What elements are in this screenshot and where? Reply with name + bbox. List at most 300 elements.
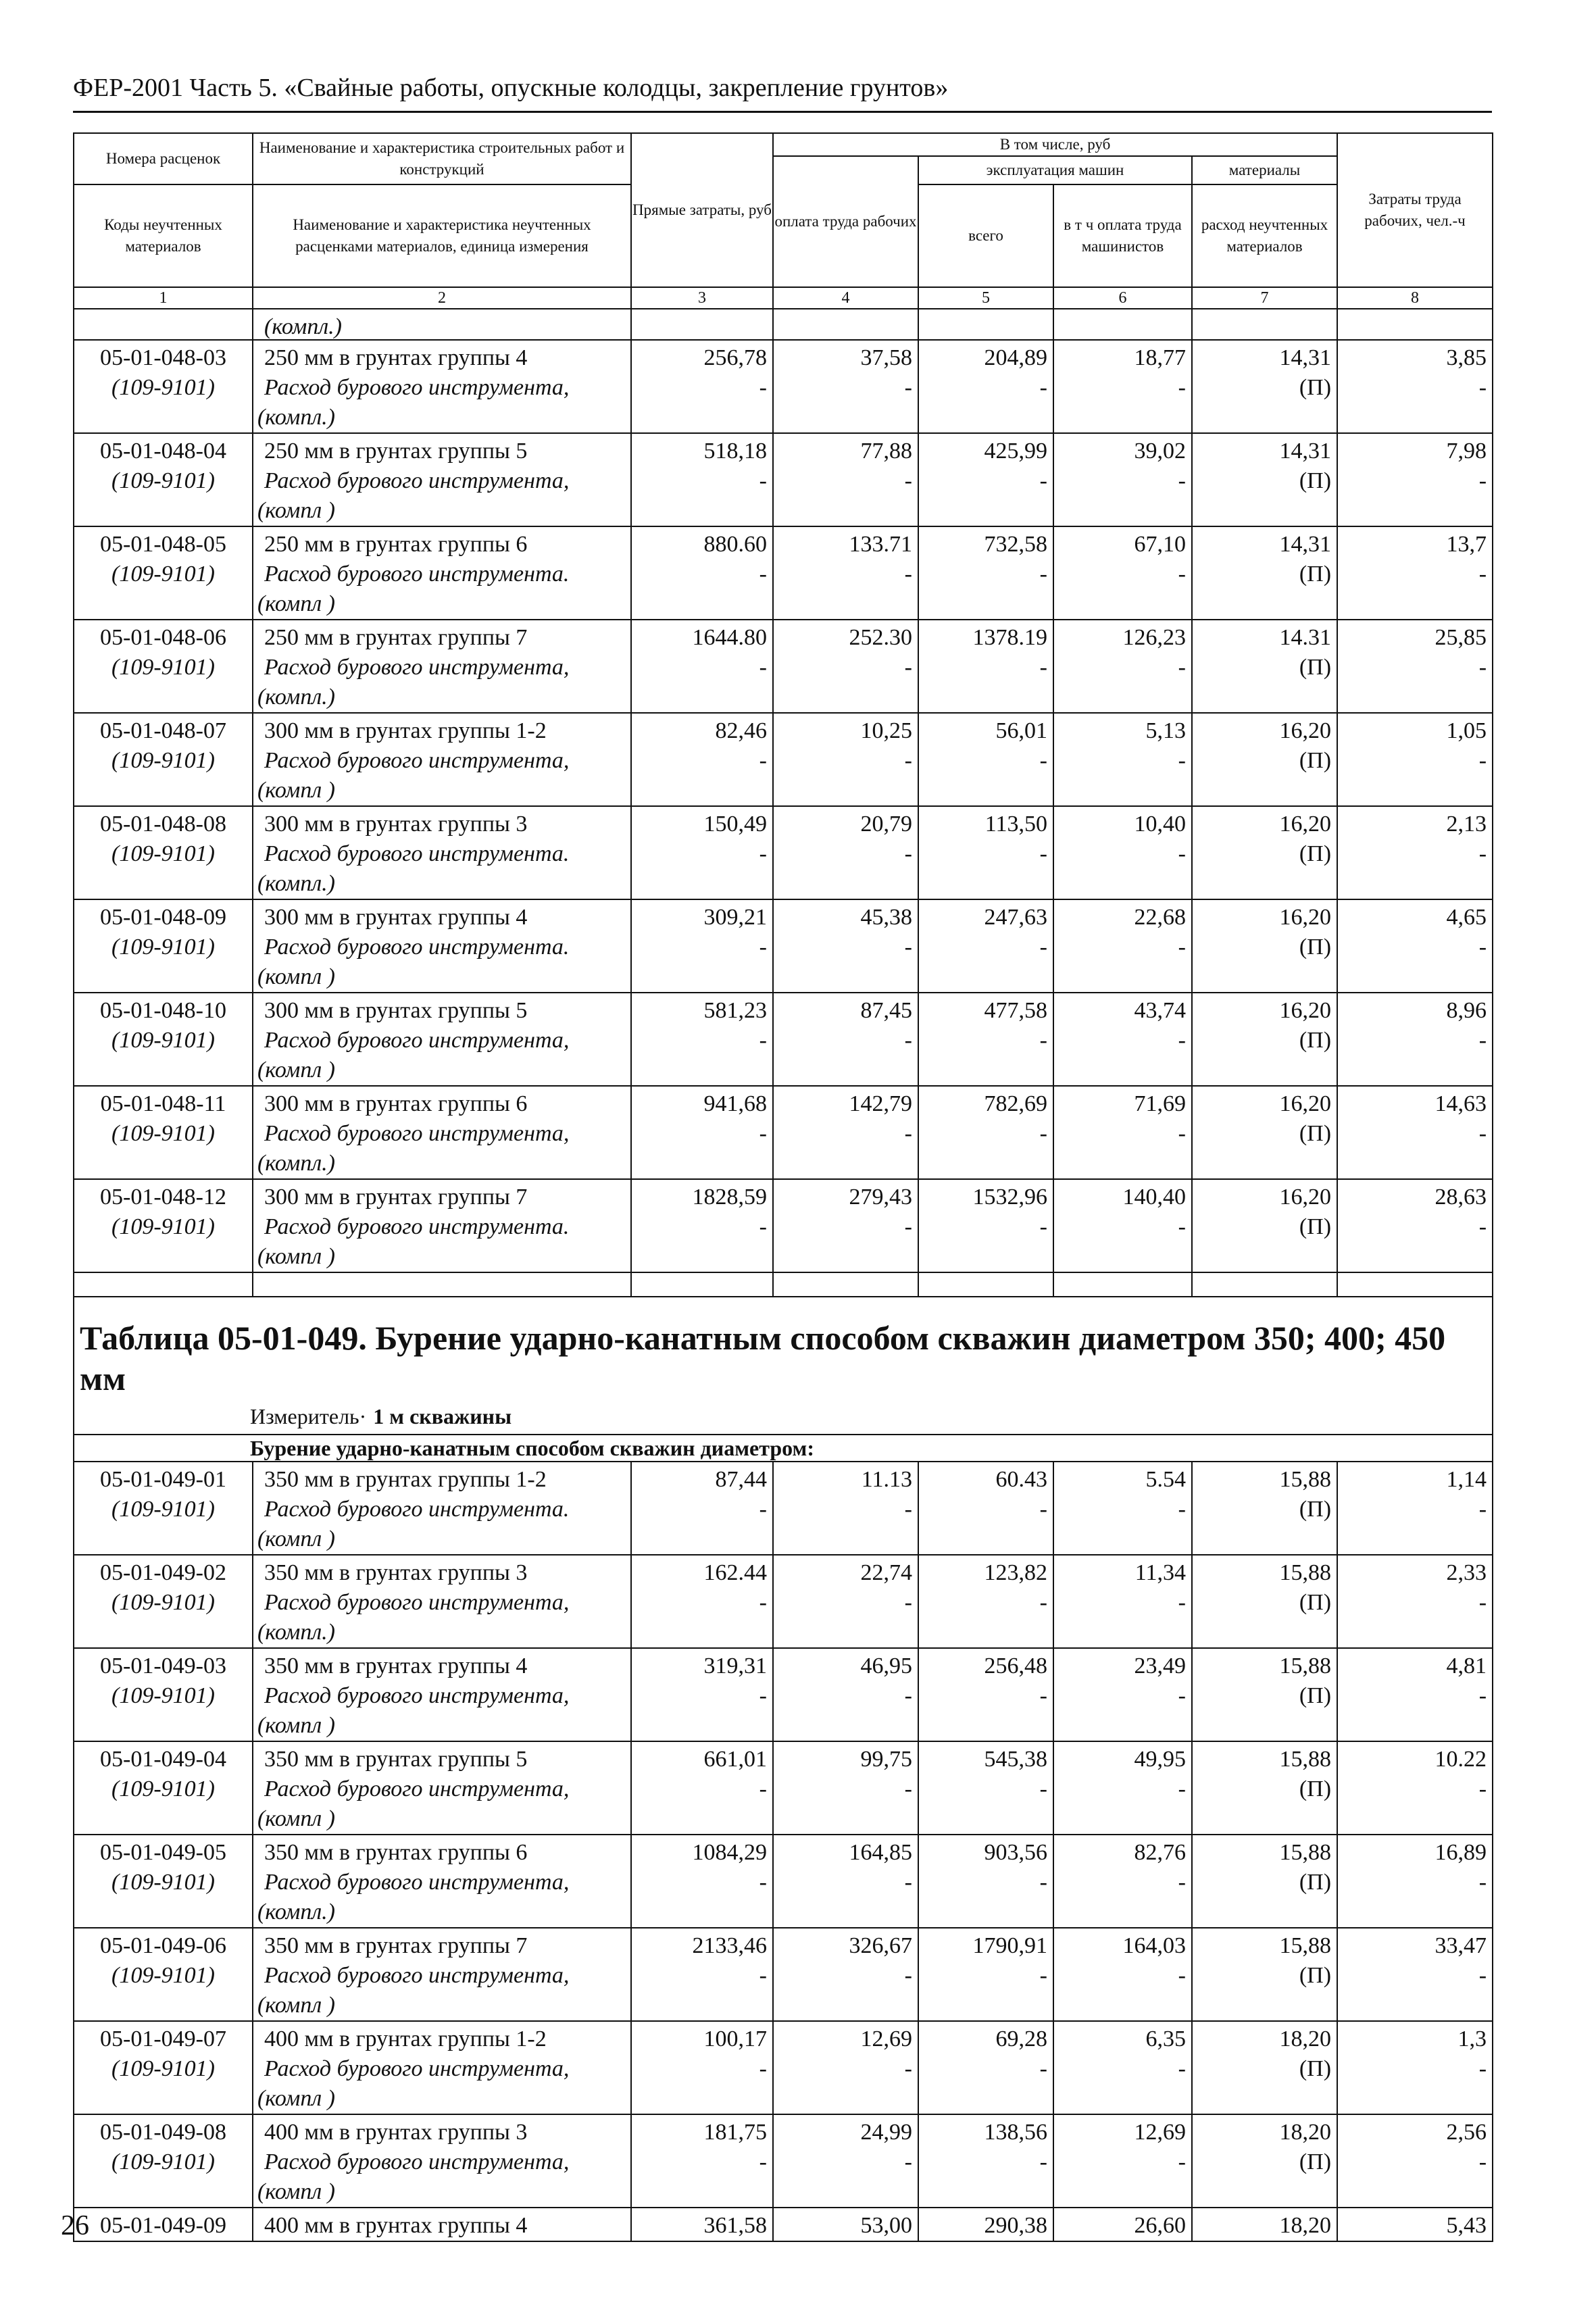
col-num: 5 (918, 287, 1053, 309)
dash-mark: - (904, 375, 912, 400)
dash-mark: - (1178, 2149, 1186, 2174)
material-name: Расход бурового инструмента, (264, 1028, 570, 1053)
value-direct: 82,46 (715, 718, 767, 743)
value-material: 15,88 (1279, 1840, 1332, 1865)
dash-mark: - (759, 841, 767, 866)
material-unit: (компл.) (257, 405, 335, 430)
rate-code: 05-01-049-06 (100, 1933, 226, 1958)
value-mach: 545,38 (984, 1747, 1047, 1772)
value-wage: 142,79 (849, 1091, 912, 1116)
value-material: 14,31 (1279, 345, 1332, 370)
value-mach-wage: 164,03 (1122, 1933, 1186, 1958)
value-mach-wage: 5,13 (1145, 718, 1186, 743)
value-labor: 2,13 (1446, 812, 1487, 837)
dash-mark: - (904, 2149, 912, 2174)
dash-mark: - (1478, 1683, 1487, 1708)
material-name: Расход бурового инструмента. (264, 1497, 570, 1522)
value-mach: 113,50 (984, 812, 1047, 837)
work-name: 350 мм в грунтах группы 1-2 (264, 1467, 547, 1492)
column-numbers-row (74, 287, 1493, 309)
work-name: 400 мм в грунтах группы 1-2 (264, 2026, 547, 2051)
dash-mark: - (904, 1497, 912, 1522)
material-unit: (компл.) (257, 871, 335, 896)
dash-mark: - (759, 375, 767, 400)
rate-code: 05-01-048-09 (100, 905, 226, 930)
rate-code: 05-01-048-06 (100, 625, 226, 650)
unit-label: Измеритель· (250, 1404, 367, 1428)
value-labor: 7,98 (1446, 439, 1487, 464)
subheading-row (74, 1435, 1493, 1462)
material-unit-code: (П) (1299, 655, 1332, 680)
value-wage: 12,69 (860, 2026, 912, 2051)
dash-mark: - (1478, 1214, 1487, 1239)
material-unit: (компл ) (257, 964, 335, 989)
value-material: 16,20 (1279, 1185, 1332, 1210)
dash-mark: - (1178, 1683, 1186, 1708)
material-unit: (компл ) (257, 591, 335, 616)
value-wage: 10,25 (860, 718, 912, 743)
rate-code: 05-01-048-04 (100, 439, 226, 464)
dash-mark: - (759, 1590, 767, 1615)
value-mach-wage: 5.54 (1145, 1467, 1186, 1492)
dash-mark: - (1178, 562, 1186, 587)
value-material: 15,88 (1279, 1933, 1332, 1958)
dash-mark: - (1478, 748, 1487, 773)
col-material-use: расход неучтенных материалов (1192, 184, 1337, 287)
carry-over-row (74, 309, 1493, 340)
dash-mark: - (904, 1870, 912, 1895)
dash-mark: - (759, 2056, 767, 2081)
col-material-name: Наименование и характеристика неучтенных расценками материалов, единица измерения (253, 184, 631, 287)
value-mach: 1790,91 (972, 1933, 1047, 1958)
material-unit: (компл ) (257, 1993, 335, 2018)
table-row (74, 1179, 1493, 1272)
value-mach: 290,38 (984, 2213, 1047, 2238)
material-code: (109-9101) (111, 1028, 215, 1053)
value-mach-wage: 10,40 (1134, 812, 1186, 837)
value-mach: 247,63 (984, 905, 1047, 930)
value-material: 15,88 (1279, 1560, 1332, 1585)
material-unit-code: (П) (1299, 2056, 1332, 2081)
value-material: 15,88 (1279, 1467, 1332, 1492)
material-name: Расход бурового инструмента, (264, 2056, 570, 2081)
work-name: 350 мм в грунтах группы 6 (264, 1840, 528, 1865)
value-direct: 181,75 (703, 2120, 767, 2145)
value-wage: 37,58 (860, 345, 912, 370)
value-direct: 1644.80 (692, 625, 767, 650)
value-material: 18,20 (1279, 2026, 1332, 2051)
material-unit: (компл ) (257, 2086, 335, 2111)
work-name: 400 мм в грунтах группы 4 (264, 2213, 528, 2238)
dash-mark: - (1178, 1590, 1186, 1615)
material-name: Расход бурового инструмента. (264, 935, 570, 960)
rate-code: 05-01-048-03 (100, 345, 226, 370)
dash-mark: - (1178, 1963, 1186, 1988)
value-material: 18,20 (1279, 2213, 1332, 2238)
material-unit: (компл ) (257, 778, 335, 803)
value-wage: 326,67 (849, 1933, 912, 1958)
value-material: 18,20 (1279, 2120, 1332, 2145)
value-direct: 361,58 (703, 2213, 767, 2238)
dash-mark: - (1478, 2056, 1487, 2081)
dash-mark: - (1178, 1776, 1186, 1801)
dash-mark: - (1478, 2149, 1487, 2174)
value-direct: 150,49 (703, 812, 767, 837)
value-labor: 8,96 (1446, 998, 1487, 1023)
work-name: 300 мм в грунтах группы 7 (264, 1185, 528, 1210)
dash-mark: - (1478, 1497, 1487, 1522)
value-direct: 581,23 (703, 998, 767, 1023)
dash-mark: - (1039, 1870, 1047, 1895)
dash-mark: - (904, 841, 912, 866)
work-name: 300 мм в грунтах группы 4 (264, 905, 528, 930)
dash-mark: - (904, 1121, 912, 1146)
material-unit: (компл ) (257, 1244, 335, 1269)
material-unit-code: (П) (1299, 375, 1332, 400)
material-unit-code: (П) (1299, 1028, 1332, 1053)
dash-mark: - (1039, 2149, 1047, 2174)
material-code: (109-9101) (111, 1121, 215, 1146)
dash-mark: - (759, 1497, 767, 1522)
dash-mark: - (1478, 1121, 1487, 1146)
value-direct: 518,18 (703, 439, 767, 464)
col-machines: эксплуатация машин (918, 156, 1192, 184)
value-mach: 138,56 (984, 2120, 1047, 2145)
table-row (74, 899, 1493, 993)
material-code: (109-9101) (111, 1214, 215, 1239)
table-row (74, 1928, 1493, 2021)
dash-mark: - (1039, 748, 1047, 773)
value-mach-wage: 71,69 (1134, 1091, 1186, 1116)
value-labor: 1,05 (1446, 718, 1487, 743)
material-unit-code: (П) (1299, 1121, 1332, 1146)
work-name: 250 мм в грунтах группы 4 (264, 345, 528, 370)
value-mach-wage: 126,23 (1122, 625, 1186, 650)
value-wage: 279,43 (849, 1185, 912, 1210)
col-num: 1 (74, 287, 253, 309)
dash-mark: - (1039, 1497, 1047, 1522)
col-materials: материалы (1192, 156, 1337, 184)
dash-mark: - (759, 655, 767, 680)
value-mach: 732,58 (984, 532, 1047, 557)
dash-mark: - (1478, 1028, 1487, 1053)
value-labor: 16,89 (1435, 1840, 1487, 1865)
value-labor: 2,33 (1446, 1560, 1487, 1585)
value-mach: 903,56 (984, 1840, 1047, 1865)
header-row-top (74, 133, 1493, 156)
rate-code: 05-01-049-03 (100, 1653, 226, 1678)
value-mach: 425,99 (984, 439, 1047, 464)
value-mach: 69,28 (995, 2026, 1047, 2051)
work-name: 350 мм в грунтах группы 7 (264, 1933, 528, 1958)
value-labor: 14,63 (1435, 1091, 1487, 1116)
dash-mark: - (1039, 935, 1047, 960)
value-mach-wage: 6,35 (1145, 2026, 1186, 2051)
value-wage: 164,85 (849, 1840, 912, 1865)
rate-code: 05-01-048-12 (100, 1185, 226, 1210)
dash-mark: - (1478, 841, 1487, 866)
value-labor: 13,7 (1446, 532, 1487, 557)
value-material: 14,31 (1279, 439, 1332, 464)
col-rate-number: Номера расценок (74, 133, 253, 184)
dash-mark: - (904, 1776, 912, 1801)
value-labor: 5,43 (1446, 2213, 1487, 2238)
table-row (74, 620, 1493, 713)
dash-mark: - (759, 1963, 767, 1988)
value-wage: 24,99 (860, 2120, 912, 2145)
value-mach-wage: 22,68 (1134, 905, 1186, 930)
dash-mark: - (1478, 375, 1487, 400)
material-code: (109-9101) (111, 1683, 215, 1708)
value-material: 14,31 (1279, 532, 1332, 557)
material-unit-code: (П) (1299, 1870, 1332, 1895)
unit-value: 1 м скважины (373, 1404, 512, 1428)
dash-mark: - (1039, 375, 1047, 400)
dash-mark: - (1178, 468, 1186, 493)
value-direct: 880.60 (703, 532, 767, 557)
dash-mark: - (1478, 468, 1487, 493)
col-num: 6 (1053, 287, 1192, 309)
value-mach: 782,69 (984, 1091, 1047, 1116)
material-name: Расход бурового инструмента. (264, 562, 570, 587)
dash-mark: - (904, 935, 912, 960)
table-row (74, 1835, 1493, 1928)
value-material: 14.31 (1279, 625, 1332, 650)
value-material: 15,88 (1279, 1653, 1332, 1678)
value-mach-wage: 23,49 (1134, 1653, 1186, 1678)
col-wages: оплата труда рабочих (773, 156, 918, 287)
material-unit-code: (П) (1299, 1683, 1332, 1708)
col-direct-costs: Прямые затраты, руб (631, 133, 773, 287)
col-num: 3 (631, 287, 773, 309)
dash-mark: - (904, 1590, 912, 1615)
value-wage: 22,74 (860, 1560, 912, 1585)
value-mach: 256,48 (984, 1653, 1047, 1678)
dash-mark: - (1039, 562, 1047, 587)
work-name: 300 мм в грунтах группы 5 (264, 998, 528, 1023)
material-code: (109-9101) (111, 1590, 215, 1615)
rate-code: 05-01-049-02 (100, 1560, 226, 1585)
table-row (74, 1648, 1493, 1741)
material-code: (109-9101) (111, 1870, 215, 1895)
value-mach-wage: 140,40 (1122, 1185, 1186, 1210)
dash-mark: - (1478, 1590, 1487, 1615)
dash-mark: - (1178, 841, 1186, 866)
dash-mark: - (1478, 935, 1487, 960)
value-direct: 1828,59 (692, 1185, 767, 1210)
dash-mark: - (1478, 655, 1487, 680)
dash-mark: - (1039, 841, 1047, 866)
material-code: (109-9101) (111, 748, 215, 773)
dash-mark: - (904, 1028, 912, 1053)
value-labor: 33,47 (1435, 1933, 1487, 1958)
value-wage: 87,45 (860, 998, 912, 1023)
table-title: Таблица 05-01-049. Бурение ударно-канатным способом скважин диаметром 350; 400; 450 мм (74, 1297, 1493, 1399)
dash-mark: - (1178, 748, 1186, 773)
value-labor: 25,85 (1435, 625, 1487, 650)
table-row (74, 2114, 1493, 2208)
rate-code: 05-01-049-07 (100, 2026, 226, 2051)
col-operator-wages: в т ч оплата труда машинистов (1053, 184, 1192, 287)
dash-mark: - (1178, 1870, 1186, 1895)
material-unit-code: (П) (1299, 1963, 1332, 1988)
value-mach-wage: 12,69 (1134, 2120, 1186, 2145)
dash-mark: - (1478, 1776, 1487, 1801)
dash-mark: - (904, 468, 912, 493)
value-wage: 99,75 (860, 1747, 912, 1772)
value-wage: 46,95 (860, 1653, 912, 1678)
material-code: (109-9101) (111, 2056, 215, 2081)
col-num: 2 (253, 287, 631, 309)
material-name: Расход бурового инструмента, (264, 468, 570, 493)
unit-line (74, 1399, 1493, 1435)
dash-mark: - (904, 1963, 912, 1988)
value-labor: 2,56 (1446, 2120, 1487, 2145)
material-unit: (компл ) (257, 1713, 335, 1738)
value-direct: 941,68 (703, 1091, 767, 1116)
dash-mark: - (1039, 1214, 1047, 1239)
value-mach-wage: 18,77 (1134, 345, 1186, 370)
work-name: 350 мм в грунтах группы 4 (264, 1653, 528, 1678)
rate-code: 05-01-048-11 (100, 1091, 226, 1116)
rate-code: 05-01-048-08 (100, 812, 226, 837)
carry-over-unit: (компл.) (264, 314, 342, 339)
dash-mark: - (759, 748, 767, 773)
value-wage: 77,88 (860, 439, 912, 464)
value-direct: 661,01 (703, 1747, 767, 1772)
value-wage: 252.30 (849, 625, 912, 650)
material-unit-code: (П) (1299, 748, 1332, 773)
material-unit-code: (П) (1299, 1590, 1332, 1615)
table-row (74, 1555, 1493, 1648)
dash-mark: - (1178, 655, 1186, 680)
col-material-codes: Коды неучтенных материалов (74, 184, 253, 287)
material-code: (109-9101) (111, 935, 215, 960)
material-unit: (компл.) (257, 1899, 335, 1924)
dash-mark: - (1478, 562, 1487, 587)
col-labor-costs: Затраты труда рабочих, чел.-ч (1337, 133, 1493, 287)
subheading: Бурение ударно-канатным способом скважин диаметром: (74, 1435, 1493, 1462)
dash-mark: - (1478, 1870, 1487, 1895)
work-name: 250 мм в грунтах группы 6 (264, 532, 528, 557)
material-name: Расход бурового инструмента, (264, 375, 570, 400)
value-mach: 204,89 (984, 345, 1047, 370)
value-material: 15,88 (1279, 1747, 1332, 1772)
value-labor: 1,14 (1446, 1467, 1487, 1492)
material-name: Расход бурового инструмента, (264, 1963, 570, 1988)
value-material: 16,20 (1279, 718, 1332, 743)
work-name: 350 мм в грунтах группы 5 (264, 1747, 528, 1772)
dash-mark: - (1478, 1963, 1487, 1988)
material-unit-code: (П) (1299, 1497, 1332, 1522)
value-wage: 11.13 (861, 1467, 912, 1492)
material-name: Расход бурового инструмента, (264, 1870, 570, 1895)
dash-mark: - (759, 1870, 767, 1895)
value-direct: 2133,46 (692, 1933, 767, 1958)
value-material: 16,20 (1279, 998, 1332, 1023)
material-name: Расход бурового инструмента. (264, 1214, 570, 1239)
value-mach: 477,58 (984, 998, 1047, 1023)
rate-code: 05-01-049-01 (100, 1467, 226, 1492)
value-mach-wage: 39,02 (1134, 439, 1186, 464)
col-num: 4 (773, 287, 918, 309)
material-unit-code: (П) (1299, 1776, 1332, 1801)
value-mach-wage: 67,10 (1134, 532, 1186, 557)
material-unit: (компл.) (257, 1620, 335, 1645)
value-direct: 100,17 (703, 2026, 767, 2051)
dash-mark: - (1039, 1963, 1047, 1988)
material-code: (109-9101) (111, 1776, 215, 1801)
material-unit: (компл.) (257, 684, 335, 710)
value-material: 16,20 (1279, 905, 1332, 930)
dash-mark: - (759, 1214, 767, 1239)
value-direct: 162.44 (703, 1560, 767, 1585)
dash-mark: - (904, 2056, 912, 2081)
table-row (74, 2021, 1493, 2114)
table-row (74, 1462, 1493, 1555)
dash-mark: - (759, 1683, 767, 1708)
material-name: Расход бурового инструмента. (264, 841, 570, 866)
value-labor: 4,65 (1446, 905, 1487, 930)
dash-mark: - (904, 1214, 912, 1239)
page-number: 26 (61, 2210, 89, 2241)
material-code: (109-9101) (111, 841, 215, 866)
value-mach-wage: 26,60 (1134, 2213, 1186, 2238)
table-row (74, 340, 1493, 433)
material-name: Расход бурового инструмента, (264, 1121, 570, 1146)
table-title-row (74, 1297, 1493, 1399)
spacer-row (74, 1272, 1493, 1297)
page-header: ФЕР-2001 Часть 5. «Свайные работы, опускные колодцы, закрепление грунтов» (73, 73, 1492, 113)
dash-mark: - (759, 1028, 767, 1053)
material-unit-code: (П) (1299, 935, 1332, 960)
value-mach: 123,82 (984, 1560, 1047, 1585)
dash-mark: - (904, 748, 912, 773)
value-labor: 28,63 (1435, 1185, 1487, 1210)
value-labor: 3,85 (1446, 345, 1487, 370)
value-material: 16,20 (1279, 1091, 1332, 1116)
unit-row (74, 1399, 1493, 1435)
value-mach: 1378.19 (972, 625, 1047, 650)
value-wage: 45,38 (860, 905, 912, 930)
material-unit: (компл ) (257, 1526, 335, 1551)
rate-code: 05-01-049-05 (100, 1840, 226, 1865)
dash-mark: - (1039, 1776, 1047, 1801)
table-row (74, 713, 1493, 806)
material-code: (109-9101) (111, 2149, 215, 2174)
dash-mark: - (904, 562, 912, 587)
material-unit: (компл ) (257, 1806, 335, 1831)
dash-mark: - (759, 468, 767, 493)
table-row (74, 2208, 1493, 2241)
material-code: (109-9101) (111, 562, 215, 587)
work-name: 250 мм в грунтах группы 7 (264, 625, 528, 650)
dash-mark: - (759, 1776, 767, 1801)
dash-mark: - (759, 935, 767, 960)
dash-mark: - (1039, 468, 1047, 493)
dash-mark: - (1039, 1590, 1047, 1615)
work-name: 300 мм в грунтах группы 1-2 (264, 718, 547, 743)
value-direct: 309,21 (703, 905, 767, 930)
work-name: 300 мм в грунтах группы 3 (264, 812, 528, 837)
value-mach: 1532,96 (972, 1185, 1047, 1210)
material-unit-code: (П) (1299, 1214, 1332, 1239)
dash-mark: - (759, 1121, 767, 1146)
value-mach: 60.43 (995, 1467, 1047, 1492)
material-name: Расход бурового инструмента, (264, 2149, 570, 2174)
dash-mark: - (904, 655, 912, 680)
col-work-name: Наименование и характеристика строительных работ и конструкций (253, 133, 631, 184)
